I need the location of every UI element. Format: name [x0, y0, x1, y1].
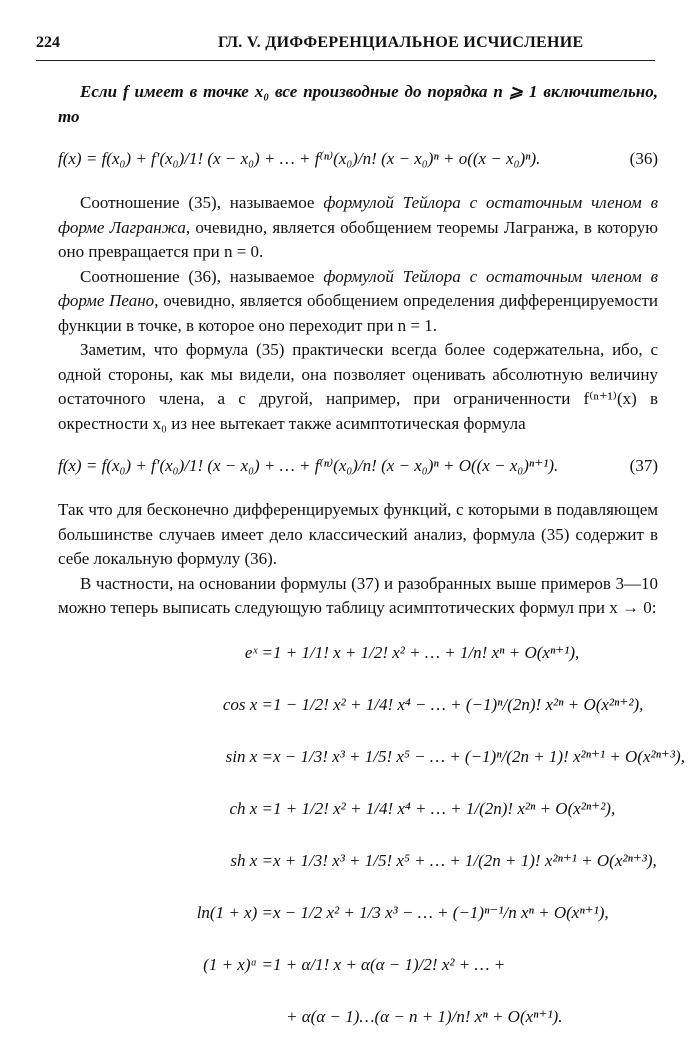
paragraph-lagrange-emphasis: формулой Тейлора с остаточным членом в форме Лагранжа — [58, 193, 658, 237]
formula-lhs: ln(1 + x) = — [196, 902, 273, 922]
formula-rhs: + α(α − 1)…(α − n + 1)/n! xⁿ + O(xⁿ⁺¹). — [286, 1006, 563, 1026]
formula-binomial — [58, 939, 658, 991]
equation-36 — [58, 137, 658, 183]
paragraph-peano-text-b: , очевидно, является обобщением определения дифференцируемости функции в точке, в которое оно переходит при n = 1. — [58, 291, 658, 335]
chapter-title: ГЛ. V. ДИФФЕРЕНЦИАЛЬНОЕ ИСЧИСЛЕНИЕ — [218, 34, 584, 51]
paragraph-lagrange-text-a: Соотношение (35), называемое — [80, 193, 324, 212]
header-rule — [36, 60, 655, 61]
equation-37-number: (37) — [629, 456, 658, 475]
formula-binomial-continued — [58, 991, 658, 1049]
formula-lhs: sin x = — [225, 746, 273, 766]
paragraph-remark: Заметим, что формула (35) практически всегда более содержательна, ибо, с одной стороны, как мы видели, она позволяет оценивать абсолютную величину остаточного члена, а с другой, например, при ограниченности f⁽ⁿ⁺¹⁾(x) в окрестности x₀ из нее вытекает также асимптотическая формула — [58, 340, 658, 433]
formula-rhs: 1 − 1/2! x² + 1/4! x⁴ − … + (−1)ⁿ/(2n)! x²ⁿ + O(x²ⁿ⁺²), — [273, 694, 644, 714]
formula-sin — [58, 731, 685, 783]
formula-rhs: 1 + 1/2! x² + 1/4! x⁴ + … + 1/(2n)! x²ⁿ + O(x²ⁿ⁺²), — [273, 798, 616, 818]
formula-cos — [58, 679, 658, 731]
equation-37 — [58, 444, 658, 490]
paragraph-peano-text-a: Соотношение (36), называемое — [80, 266, 324, 286]
formula-rhs: x − 1/2 x² + 1/3 x³ − … + (−1)ⁿ⁻¹/n xⁿ + O(xⁿ⁺¹), — [273, 902, 609, 922]
formula-rhs: 1 + 1/1! x + 1/2! x² + … + 1/n! xⁿ + O(xⁿ⁺¹), — [273, 642, 580, 662]
paragraph-lagrange-text-b: , очевидно, является обобщением теоремы Лагранжа, в которую оно превращается при n = 0. — [58, 217, 659, 261]
formula-rhs: x − 1/3! x³ + 1/5! x⁵ − … + (−1)ⁿ/(2n + 1)! x²ⁿ⁺¹ + O(x²ⁿ⁺³), — [273, 746, 685, 766]
formula-lhs: (1 + x)ᵅ = — [203, 954, 273, 974]
formula-rhs: x + 1/3! x³ + 1/5! x⁵ + … + 1/(2n + 1)! x²ⁿ⁺¹ + O(x²ⁿ⁺³), — [273, 850, 657, 870]
paragraph-peano-emphasis: формулой Тейлора с остаточным членом в форме Пеано — [58, 266, 658, 310]
formula-lhs: eˣ = — [244, 642, 273, 662]
formula-lhs: sh x = — [230, 850, 273, 870]
equation-36-expression: f(x) = f(x₀) + f′(x₀)/1! (x − x₀) + … + f⁽ⁿ⁾(x₀)/n! (x − x₀)ⁿ + o((x − x₀)ⁿ). — [58, 149, 541, 168]
paragraph-conclusion: Так что для бесконечно дифференцируемых функций, с которыми в подавляющем большинстве случаев имеет дело классический анализ, формула (35) содержит в себе локальную формулу (36). — [58, 500, 658, 568]
paragraph-lagrange — [58, 191, 658, 265]
formula-sh — [58, 835, 658, 887]
paragraph-peano — [58, 265, 658, 339]
formula-lhs: cos x = — [222, 694, 273, 714]
asymptotic-formulas — [58, 627, 685, 1049]
equation-37-expression: f(x) = f(x₀) + f′(x₀)/1! (x − x₀) + … + f⁽ⁿ⁾(x₀)/n! (x − x₀)ⁿ + O((x − x₀)ⁿ⁺¹). — [58, 456, 559, 475]
equation-36-number: (36) — [629, 149, 658, 168]
formula-ln — [58, 887, 658, 939]
theorem-continuation: Если f имеет в точке x₀ все производные до порядка n ⩾ 1 включительно, то — [58, 82, 658, 126]
formula-lhs: ch x = — [229, 798, 273, 818]
formula-exp — [58, 627, 658, 679]
running-header — [36, 34, 655, 58]
paragraph-table-intro: В частности, на основании формулы (37) и разобранных выше примеров 3—10 можно теперь выписать следующую таблицу асимптотических формул при x → 0: — [58, 573, 658, 617]
formula-ch — [58, 783, 658, 835]
page-body — [58, 80, 685, 1049]
formula-rhs: 1 + α/1! x + α(α − 1)/2! x² + … + — [273, 954, 506, 974]
page-number: 224 — [36, 34, 60, 51]
